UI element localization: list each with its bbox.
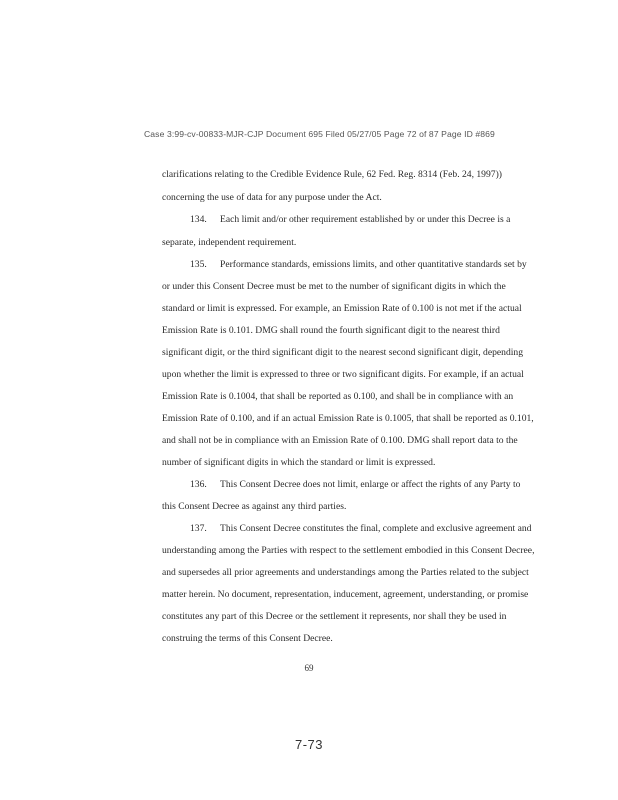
text-line: separate, independent requirement. bbox=[162, 237, 297, 248]
exhibit-page-number: 7-73 bbox=[294, 737, 324, 752]
text-line: understanding among the Parties with respect to the settlement embodied in this Consent Decree, bbox=[162, 545, 535, 556]
text-line: and supersedes all prior agreements and understandings among the Parties related to the subject bbox=[162, 567, 529, 578]
paragraph-number: 134. bbox=[190, 214, 207, 225]
page-number: 69 bbox=[304, 663, 314, 673]
text-line: Emission Rate is 0.101. DMG shall round the fourth significant digit to the nearest third bbox=[162, 325, 500, 336]
paragraph-number: 137. bbox=[190, 523, 207, 534]
text-line: upon whether the limit is expressed to three or two significant digits. For example, if an actual bbox=[162, 369, 524, 380]
paragraph-135 bbox=[190, 259, 527, 271]
case-header: Case 3:99-cv-00833-MJR-CJP Document 695 Filed 05/27/05 Page 72 of 87 Page ID #869 bbox=[144, 129, 495, 139]
paragraph-137 bbox=[190, 523, 531, 535]
text-line: Emission Rate of 0.100, and if an actual Emission Rate is 0.1005, that shall be reported as 0.101, bbox=[162, 413, 534, 424]
text-line: this Consent Decree as against any third parties. bbox=[162, 501, 347, 512]
text-line: standard or limit is expressed. For example, an Emission Rate of 0.100 is not met if the actual bbox=[162, 303, 522, 314]
text-line: concerning the use of data for any purpose under the Act. bbox=[162, 192, 382, 203]
paragraph-134 bbox=[190, 214, 510, 226]
text-line: significant digit, or the third significant digit to the nearest second significant digit, depending bbox=[162, 347, 524, 358]
paragraph-number: 136. bbox=[190, 479, 207, 490]
paragraph-136 bbox=[190, 479, 520, 491]
text-line: number of significant digits in which the standard or limit is expressed. bbox=[162, 457, 436, 468]
text-line: constitutes any part of this Decree or the settlement it represents, nor shall they be used in bbox=[162, 611, 507, 622]
text-line: Performance standards, emissions limits, and other quantitative standards set by bbox=[220, 259, 527, 270]
text-line: This Consent Decree does not limit, enlarge or affect the rights of any Party to bbox=[220, 479, 521, 490]
text-line: matter herein. No document, representation, inducement, agreement, understanding, or promise bbox=[162, 589, 529, 600]
text-line: clarifications relating to the Credible Evidence Rule, 62 Fed. Reg. 8314 (Feb. 24, 1997)) bbox=[162, 169, 502, 180]
text-line: construing the terms of this Consent Decree. bbox=[162, 633, 333, 644]
text-line: Emission Rate is 0.1004, that shall be reported as 0.100, and shall be in compliance with an bbox=[162, 391, 514, 402]
paragraph-number: 135. bbox=[190, 259, 207, 270]
text-line: Each limit and/or other requirement established by or under this Decree is a bbox=[220, 214, 511, 225]
text-line: This Consent Decree constitutes the final, complete and exclusive agreement and bbox=[220, 523, 532, 534]
text-line: or under this Consent Decree must be met to the number of significant digits in which the bbox=[162, 281, 506, 292]
text-line: and shall not be in compliance with an Emission Rate of 0.100. DMG shall report data to the bbox=[162, 435, 518, 446]
